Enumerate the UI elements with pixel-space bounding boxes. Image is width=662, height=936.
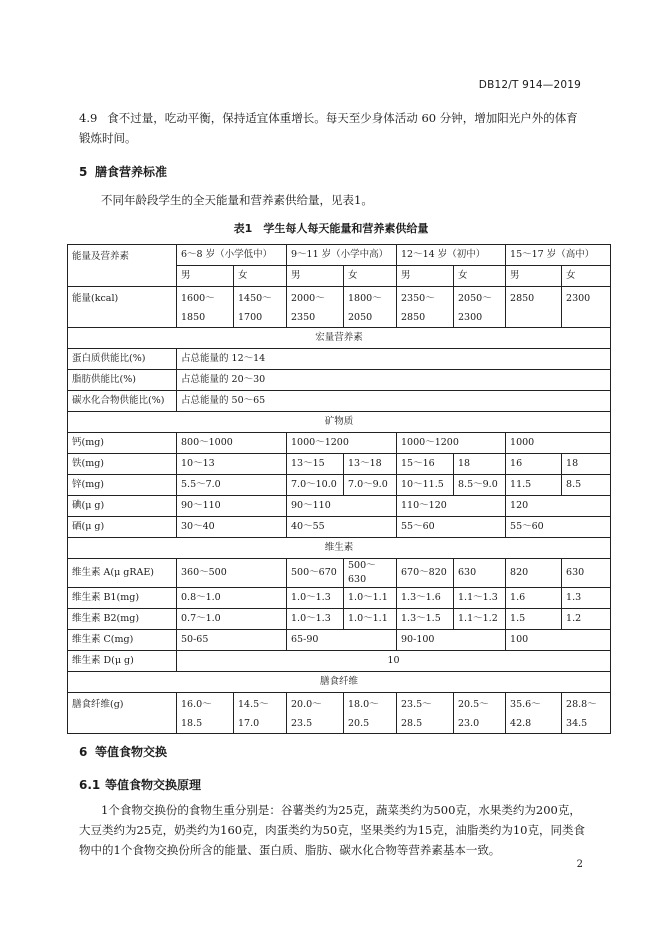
table-row (68, 245, 611, 266)
table-cell: 18 (562, 454, 611, 475)
table-cell: 10～11.5 (397, 475, 454, 496)
table-cell: 占总能量的 20～30 (177, 370, 611, 391)
clause-4-9 (79, 108, 584, 148)
row-label: 维生素 C(mg) (68, 630, 177, 651)
table-row (68, 630, 611, 651)
table-row (68, 651, 611, 672)
section-6-heading (79, 743, 167, 760)
section-number: 6.1 (79, 778, 101, 792)
table-row (68, 454, 611, 475)
sex-header: 女 (454, 266, 506, 287)
table-row (68, 517, 611, 538)
row-label: 铁(mg) (68, 454, 177, 475)
table-cell: 20.0～23.5 (287, 693, 344, 734)
table-cell: 1000～1200 (397, 433, 506, 454)
table-cell: 670～820 (397, 559, 454, 588)
table-row (68, 287, 611, 328)
table-cell: 360～500 (177, 559, 287, 588)
table-cell: 820 (506, 559, 562, 588)
table-cell: 1600～1850 (177, 287, 234, 328)
table-cell: 500～670 (287, 559, 344, 588)
row-label: 膳食纤维(g) (68, 693, 177, 734)
clause-number: 4.9 (79, 111, 98, 125)
table-cell: 7.0～10.0 (287, 475, 344, 496)
table-cell: 14.5～17.0 (234, 693, 287, 734)
section-number: 5 (79, 165, 88, 179)
sex-header: 女 (344, 266, 397, 287)
table-cell: 1.3～1.5 (397, 609, 454, 630)
table-cell: 50-65 (177, 630, 287, 651)
row-label: 维生素 B1(mg) (68, 588, 177, 609)
table-cell: 1.2 (562, 609, 611, 630)
table-cell: 35.6～42.8 (506, 693, 562, 734)
table-cell: 2300 (562, 287, 611, 328)
table-cell: 1.0～1.1 (344, 588, 397, 609)
table-cell: 1800～2050 (344, 287, 397, 328)
row-label: 维生素 A(μ gRAE) (68, 559, 177, 588)
table-row (68, 433, 611, 454)
table-cell: 8.5～9.0 (454, 475, 506, 496)
table-row (68, 693, 611, 734)
page-number: 2 (576, 859, 583, 870)
table-cell: 13～18 (344, 454, 397, 475)
table-cell: 90～110 (287, 496, 397, 517)
table-cell: 100 (506, 630, 611, 651)
row-label: 维生素 B2(mg) (68, 609, 177, 630)
section-5-intro: 不同年龄段学生的全天能量和营养素供给量，见表1。 (101, 193, 373, 207)
table-row (68, 609, 611, 630)
sex-header: 男 (506, 266, 562, 287)
table-row (68, 559, 611, 588)
table-cell: 16.0～18.5 (177, 693, 234, 734)
section-row-fiber: 膳食纤维 (68, 672, 611, 693)
table-row (68, 672, 611, 693)
table-cell: 8.5 (562, 475, 611, 496)
age-group-header: 12～14 岁（初中） (397, 245, 506, 266)
sex-header: 女 (234, 266, 287, 287)
table-row (68, 412, 611, 433)
row-label: 碳水化合物供能比(%) (68, 391, 177, 412)
section-row-minerals: 矿物质 (68, 412, 611, 433)
section-row-vitamins: 维生素 (68, 538, 611, 559)
table-cell: 1.1～1.2 (454, 609, 506, 630)
section-title: 膳食营养标准 (95, 165, 168, 179)
table-cell: 10 (177, 651, 611, 672)
table-row (68, 328, 611, 349)
age-group-header: 15～17 岁（高中） (506, 245, 611, 266)
table-cell: 1450～1700 (234, 287, 287, 328)
table-cell: 1.5 (506, 609, 562, 630)
table-cell: 0.8～1.0 (177, 588, 287, 609)
table-cell: 1.0～1.1 (344, 609, 397, 630)
table-caption: 表1 学生每人每天能量和营养素供给量 (233, 222, 429, 235)
table-cell: 5.5～7.0 (177, 475, 287, 496)
row-label: 钙(mg) (68, 433, 177, 454)
table-cell: 2350～2850 (397, 287, 454, 328)
table-cell: 120 (506, 496, 611, 517)
table-cell: 23.5～28.5 (397, 693, 454, 734)
section-title: 等值食物交换原理 (105, 778, 202, 792)
table-cell: 30～40 (177, 517, 287, 538)
row-label: 蛋白质供能比(%) (68, 349, 177, 370)
table-cell: 1.3 (562, 588, 611, 609)
sex-header: 女 (562, 266, 611, 287)
corner-header: 能量及营养素 (68, 245, 177, 287)
table-cell: 1.1～1.3 (454, 588, 506, 609)
row-label: 碘(μ g) (68, 496, 177, 517)
table-row (68, 349, 611, 370)
table-cell: 28.8～34.5 (562, 693, 611, 734)
section-title: 等值食物交换 (95, 745, 168, 759)
table-cell: 15～16 (397, 454, 454, 475)
table-cell: 40～55 (287, 517, 397, 538)
table-row (68, 496, 611, 517)
table-cell: 90-100 (397, 630, 506, 651)
table-cell: 0.7～1.0 (177, 609, 287, 630)
table-cell: 110～120 (397, 496, 506, 517)
table-cell: 500～630 (344, 559, 397, 588)
row-label: 能量(kcal) (68, 287, 177, 328)
row-label: 锌(mg) (68, 475, 177, 496)
row-label: 脂肪供能比(%) (68, 370, 177, 391)
table-cell: 55～60 (506, 517, 611, 538)
table-cell: 2850 (506, 287, 562, 328)
row-label: 硒(μ g) (68, 517, 177, 538)
table-cell: 1.3～1.6 (397, 588, 454, 609)
table-cell: 65-90 (287, 630, 397, 651)
section-6-1-heading (79, 776, 201, 793)
table-cell: 800～1000 (177, 433, 287, 454)
sex-header: 男 (397, 266, 454, 287)
table-cell: 20.5～23.0 (454, 693, 506, 734)
table-cell: 1000 (506, 433, 611, 454)
table-cell: 16 (506, 454, 562, 475)
sex-header: 男 (287, 266, 344, 287)
table-cell: 占总能量的 12～14 (177, 349, 611, 370)
table-cell: 2000～2350 (287, 287, 344, 328)
table-cell: 1.0～1.3 (287, 588, 344, 609)
table-cell: 2050～2300 (454, 287, 506, 328)
table-cell: 90～110 (177, 496, 287, 517)
document-code: DB12/T 914—2019 (478, 79, 581, 91)
table-cell: 1.0～1.3 (287, 609, 344, 630)
table-row (68, 538, 611, 559)
table-cell: 13～15 (287, 454, 344, 475)
table-cell: 10～13 (177, 454, 287, 475)
table-cell: 1000～1200 (287, 433, 397, 454)
section-5-heading (79, 163, 167, 180)
table-row (68, 370, 611, 391)
age-group-header: 9～11 岁（小学中高） (287, 245, 397, 266)
row-label: 维生素 D(μ g) (68, 651, 177, 672)
clause-text: 食不过量，吃动平衡，保持适宜体重增长。每天至少身体活动 60 分钟，增加阳光户外的体育锻炼时间。 (79, 111, 578, 145)
table-row (68, 588, 611, 609)
table-cell: 18.0～20.5 (344, 693, 397, 734)
sex-header: 男 (177, 266, 234, 287)
table-cell: 55～60 (397, 517, 506, 538)
table-cell: 1.6 (506, 588, 562, 609)
age-group-header: 6～8 岁（小学低中） (177, 245, 287, 266)
table-row (68, 391, 611, 412)
table-cell: 18 (454, 454, 506, 475)
table-cell: 630 (562, 559, 611, 588)
section-row-macronutrients: 宏量营养素 (68, 328, 611, 349)
section-number: 6 (79, 745, 88, 759)
table-row (68, 475, 611, 496)
section-6-1-body: 1个食物交换份的食物生重分别是：谷薯类约为25克，蔬菜类约为500克，水果类约为200克，大豆类约为25克，奶类约为160克，肉蛋类约为50克，坚果类约为15克，油脂类约为10克，同类食物中的1个食物交换份所含的能量、蛋白质、脂肪、碳水化合物等营养素基本一致。 (79, 803, 585, 857)
table-cell: 11.5 (506, 475, 562, 496)
table-cell: 占总能量的 50～65 (177, 391, 611, 412)
nutrition-table (67, 244, 611, 734)
table-cell: 630 (454, 559, 506, 588)
table-cell: 7.0～9.0 (344, 475, 397, 496)
